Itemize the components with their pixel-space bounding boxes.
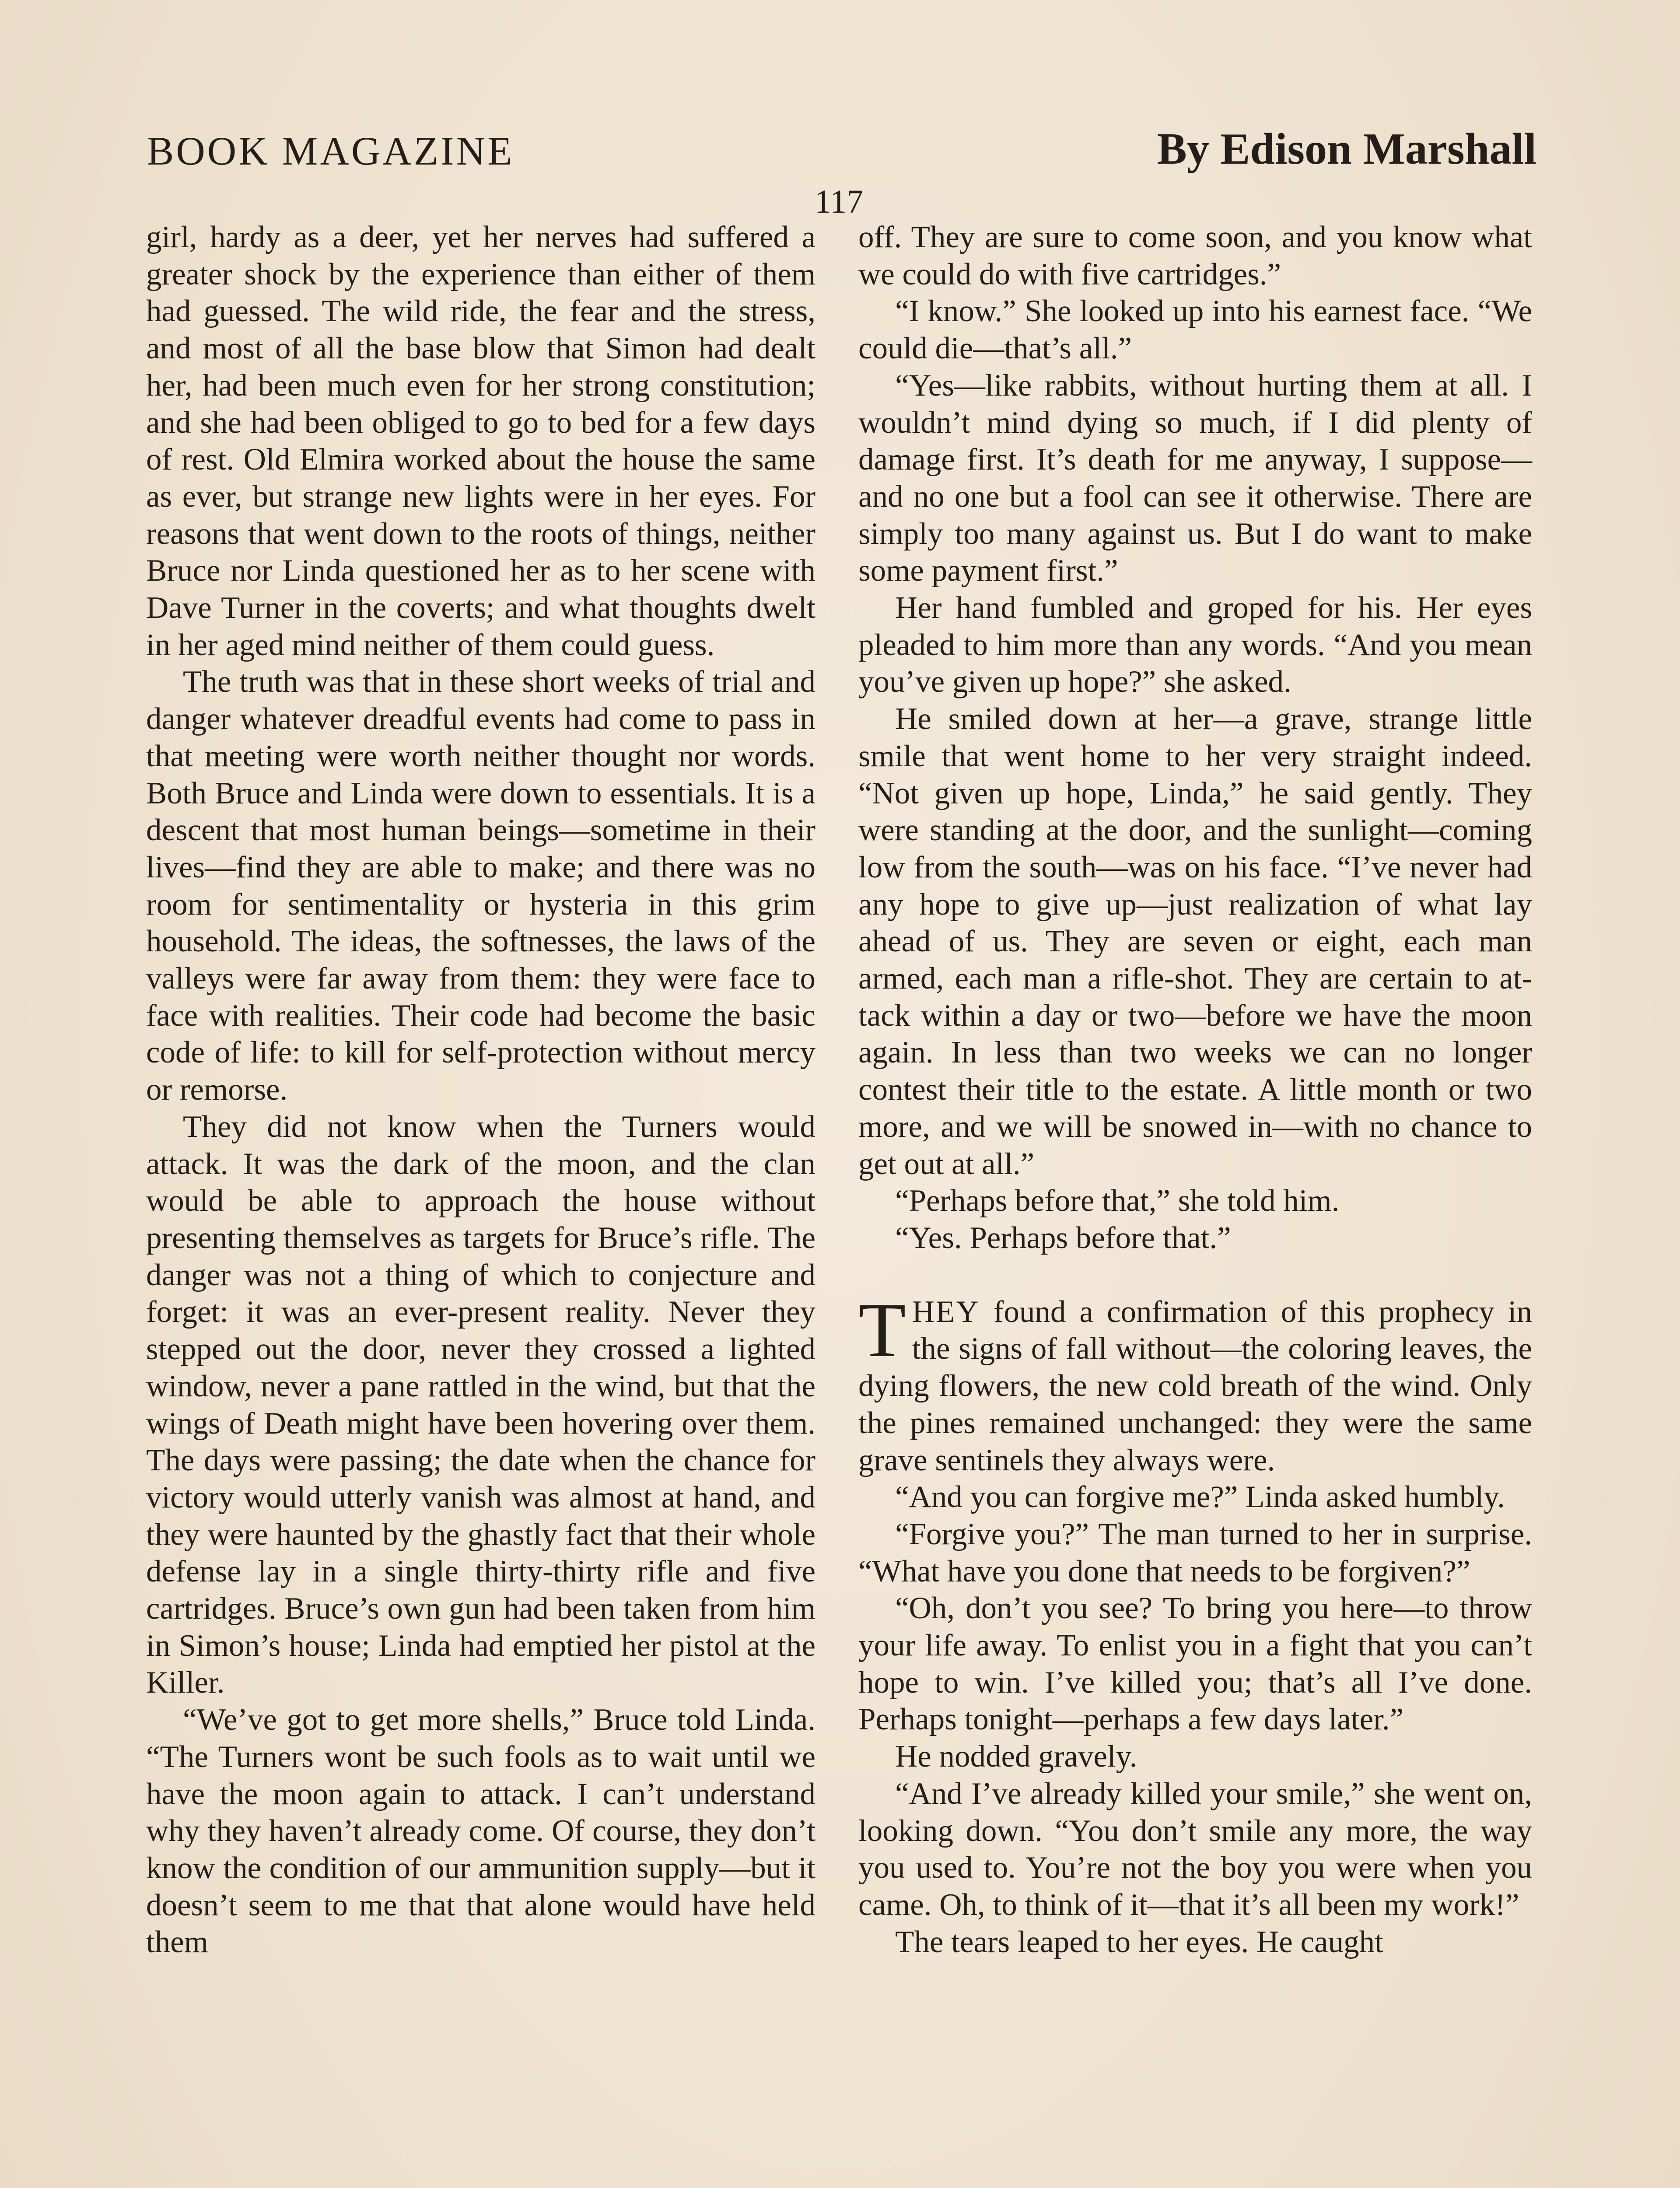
lead-caps: HEY bbox=[912, 1294, 980, 1329]
paragraph: “And I’ve already killed your smile,” she went on, looking down. “You don’t smile any more, the way you used to. You’re not the boy you were when you came. Oh, to think of it—that it’s all been my work!” bbox=[858, 1776, 1532, 1922]
paragraph: “I know.” She looked up into his earnest face. “We could die—that’s all.” bbox=[858, 294, 1532, 366]
paragraph: “Perhaps before that,” she told him. bbox=[895, 1184, 1340, 1218]
paragraph: Her hand fumbled and groped for his. Her eyes pleaded to him more than any words. “And you mean you’ve given up hope?” she asked. bbox=[858, 591, 1532, 699]
paragraph: girl, hardy as a deer, yet her nerves had suffered a greater shock by the experience than either of them had guessed. The wild ride, the fear and the stress, and most of all the base blow that Simon had dealt her, had been much even for her strong constitution; and she had been obliged to go to bed for a few days of rest. Old Elmira worked about the house the same as ever, but strange new lights were in her eyes. For reasons that went down to the roots of things, neither Bruce nor Linda questioned her as to her scene with Dave Turner in the coverts; and what thoughts dwelt in her aged mind neither of them could guess. bbox=[146, 220, 816, 662]
paragraph: The truth was that in these short weeks of trial and danger whatever dreadful events had come to pass in that meeting were worth neither thought nor words. Both Bruce and Linda were down to essentials. It is a descent that most human beings—sometime in their lives—find they are able to make; and there was no room for sentimentality or hysteria in this grim household. The ideas, the softnesses, the laws of the valleys were far away from them: they were face to face with realities. Their code had become the basic code of life: to kill for self-protection without mercy or remorse. bbox=[146, 665, 816, 1107]
paragraph: “Yes. Perhaps before that.” bbox=[895, 1220, 1231, 1255]
paragraph: “Oh, don’t you see? To bring you here—to throw your life away. To enlist you in a fight that you can’t hope to win. I’ve killed you; that’s all I’ve done. Perhaps tonight—perhaps a few days later.” bbox=[858, 1591, 1532, 1737]
section-text: found a confirmation of this prophecy in the signs of fall without—the coloring leaves, the dying flowers, the new cold breath of the wind. Only the pines remained unchanged: they were the same grave sentinels they always were. bbox=[858, 1294, 1532, 1477]
paragraph: “We’ve got to get more shells,” Bruce told Linda. “The Turners wont be such fools as to wait until we have the moon again to attack. I can’t understand why they haven’t already come. Of course, they don’t know the condition of our ammunition supply—but it doesn’t seem to me that that alone would have held them bbox=[146, 1703, 816, 1960]
section-opening-paragraph bbox=[858, 1286, 1532, 1479]
paragraph: The tears leaped to her eyes. He caught bbox=[895, 1925, 1383, 1959]
running-head-magazine: BOOK MAGAZINE bbox=[147, 129, 514, 173]
paragraph: “Yes—like rabbits, without hurting them at all. I wouldn’t mind dying so much, if I did plenty of damage first. It’s death for me anyway, I suppose—and no one but a fool can see it otherwise. There are simply too many against us. But I do want to make some payment first.” bbox=[858, 368, 1532, 588]
left-column bbox=[146, 219, 816, 1961]
paragraph: off. They are sure to come soon, and you know what we could do with five cartridges.” bbox=[858, 220, 1532, 291]
paragraph: They did not know when the Turners would attack. It was the dark of the moon, and the clan would be able to approach the house without presenting themselves as targets for Bruce’s rifle. The danger was not a thing of which to conjecture and forget: it was an ever-present reality. Never they stepped out the door, never they crossed a lighted window, never a pane rattled in the wind, but that the wings of Death might have been hovering over them. The days were passing; the date when the chance for victory would utterly vanish was almost at hand, and they were haunted by the ghastly fact that their whole defense lay in a single thirty-thirty rifle and five cartridges. Bruce’s own gun had been taken from him in Simon’s house; Linda had emptied her pistol at the Killer. bbox=[146, 1109, 816, 1700]
running-head-author: By Edison Marshall bbox=[1157, 124, 1536, 174]
paragraph: “And you can forgive me?” Linda asked humbly. bbox=[895, 1480, 1505, 1515]
right-column bbox=[858, 219, 1532, 1960]
paragraph: He smiled down at her—a grave, strange little smile that went home to her very straight indeed. “Not given up hope, Linda,” he said gently. They were standing at the door, and the sunlight—coming low from the south—was on his face. “I’ve never had any hope to give up—just realization of what lay ahead of us. They are seven or eight, each man armed, each man a rifle-shot. They are certain to attack within a day or two—before we have the moon again. In less than two weeks we can no longer contest their title to the estate. A little month or two more, and we will be snowed in—with no chance to get out at all.” bbox=[858, 702, 1532, 1181]
drop-cap: T bbox=[858, 1286, 906, 1373]
page-number: 117 bbox=[815, 183, 864, 220]
paragraph: “Forgive you?” The man turned to her in surprise. “What have you done that needs to be forgiven?” bbox=[858, 1517, 1532, 1588]
paragraph: He nodded gravely. bbox=[895, 1739, 1138, 1774]
